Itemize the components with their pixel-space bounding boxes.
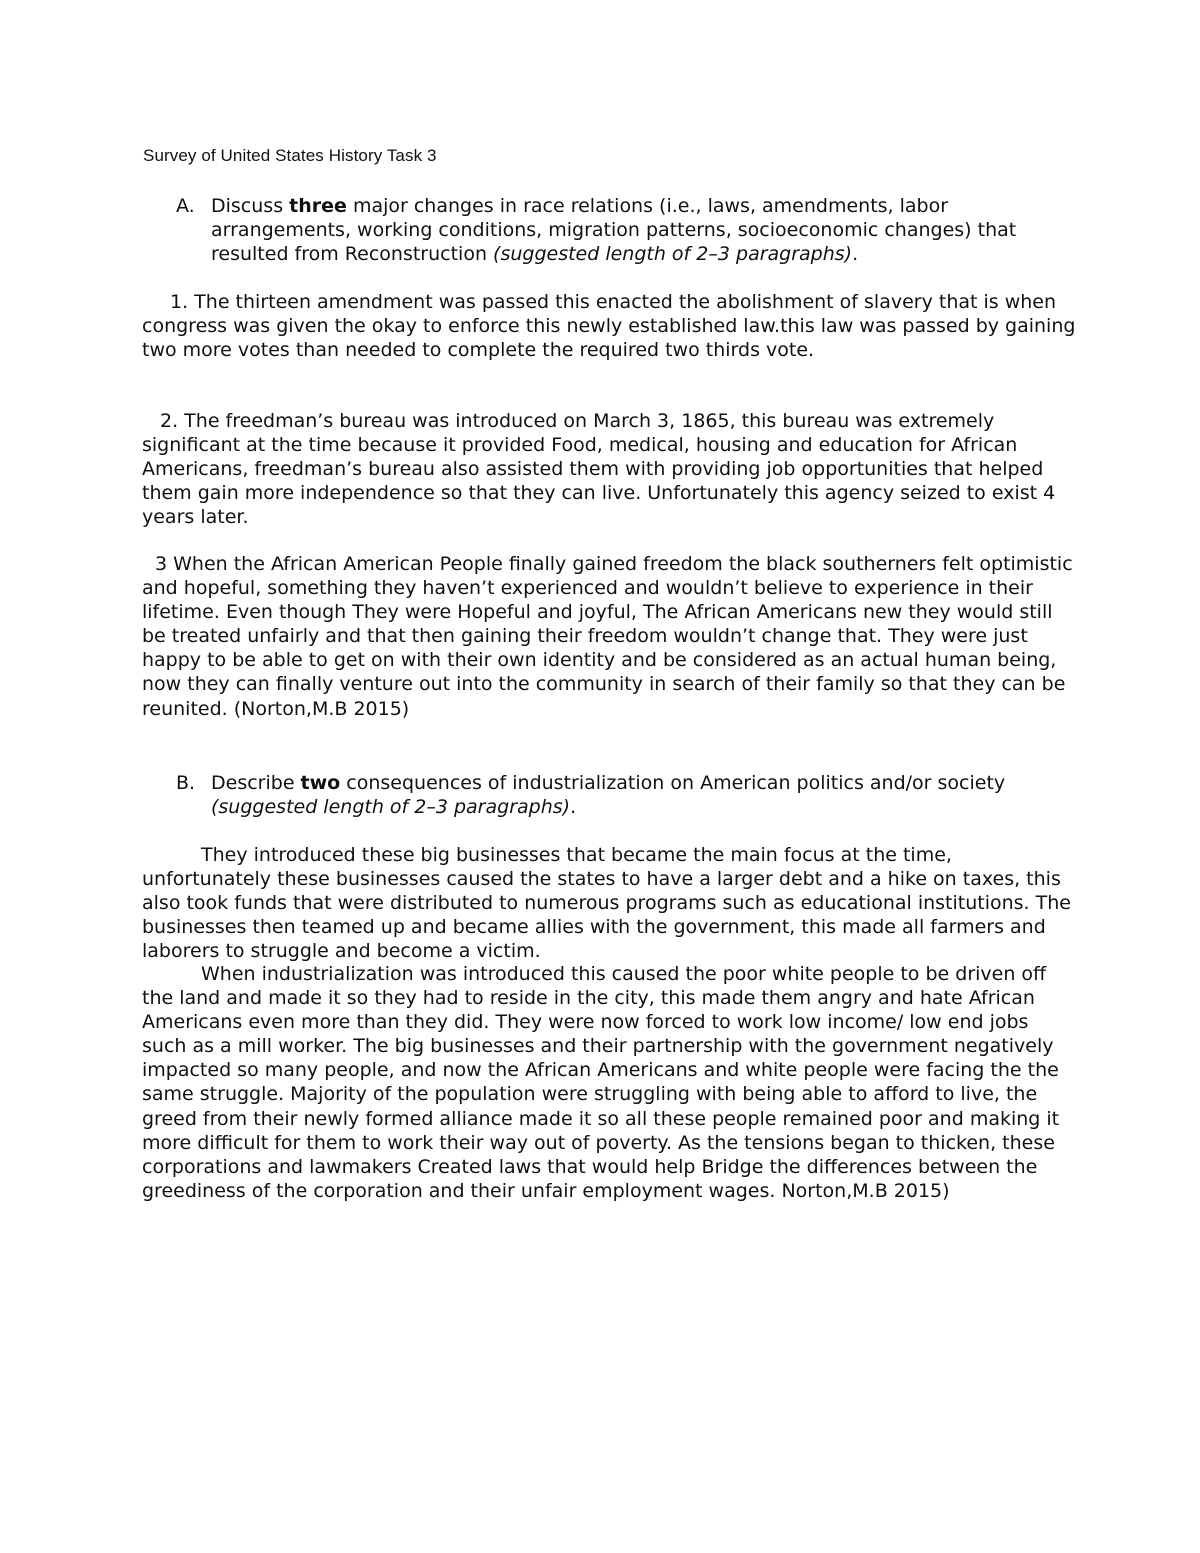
question-b-mid: consequences of industrialization on American politics and/or society (340, 772, 1006, 794)
answer-b-2: When industrialization was introduced this caused the poor white people to be driven off the land and made it so they had to reside in the city, this made them angry and hate African Americans even more than they did. They were now forced to work low income/ low end jobs such as a mill worker. The big businesses and their partnership with the government negatively impacted so many people, and now the African Americans and white people were facing the the same struggle. Majority of the population were struggling with being able to afford to live, the greed from their newly formed alliance made it so all these people remained poor and making it more difficult for them to work their way out of poverty. As the tensions began to thicken, these corporations and lawmakers Created laws that would help Bridge the differences between the greediness of the corporation and their unfair employment wages. Norton,M.B 2015) (142, 963, 1060, 1202)
answer-a-3: 3 When the African American People finally gained freedom the black southerners felt optimistic and hopeful, something they haven’t experienced and wouldn’t believe to experience in their lifetime. Even though They were Hopeful and joyful, The African Americans new they would still be treated unfairly and that then gaining their freedom wouldn’t change that. They were just happy to be able to get on with their own identity and be considered as an actual human being, now they can finally venture out into the community in search of their family so that they can be reunited. (Norton,M.B 2015) (142, 553, 1073, 720)
question-a-length-note: (suggested length of 2–3 paragraphs) (493, 243, 853, 266)
question-b-pre: Describe (211, 772, 301, 794)
question-a-emphasis: three (289, 195, 347, 217)
question-b-emphasis: two (300, 772, 341, 794)
question-b-length-note: (suggested length of 2–3 paragraphs) (211, 796, 571, 819)
question-b (176, 771, 1076, 819)
question-b-letter: B. (176, 772, 196, 794)
answer-a-1: 1. The thirteen amendment was passed this enacted the abolishment of slavery that is when congress was given the okay to enforce this newly established law.this law was passed by gaining two more votes than needed to complete the required two thirds vote. (142, 291, 1076, 362)
question-b-post: . (570, 796, 577, 819)
question-a-text (211, 194, 1076, 266)
answer-b-1: They introduced these big businesses that became the main focus at the time, unfortunately these businesses caused the states to have a larger debt and a hike on taxes, this also took funds that were distributed to numerous programs such as educational institutions. The businesses then teamed up and became allies with the government, this made all farmers and laborers to struggle and become a victim. (142, 844, 1071, 963)
question-a (176, 194, 1076, 266)
question-b-text (211, 771, 1076, 819)
question-a-post: . (852, 243, 859, 266)
document-title: Survey of United States History Task 3 (143, 146, 437, 165)
answer-a-2: 2. The freedman’s bureau was introduced on March 3, 1865, this bureau was extremely significant at the time because it provided Food, medical, housing and education for African Americans, freedman’s bureau also assisted them with providing job opportunities that helped them gain more independence so that they can live. Unfortunately this agency seized to exist 4 years later. (142, 410, 1056, 529)
question-a-letter: A. (176, 195, 195, 217)
question-a-mid: major changes in race relations (i.e., laws, amendments, labor arrangements, working conditions, migration patterns, socioeconomic changes) that resulted from Reconstruction (211, 195, 1017, 266)
question-a-pre: Discuss (211, 195, 290, 217)
